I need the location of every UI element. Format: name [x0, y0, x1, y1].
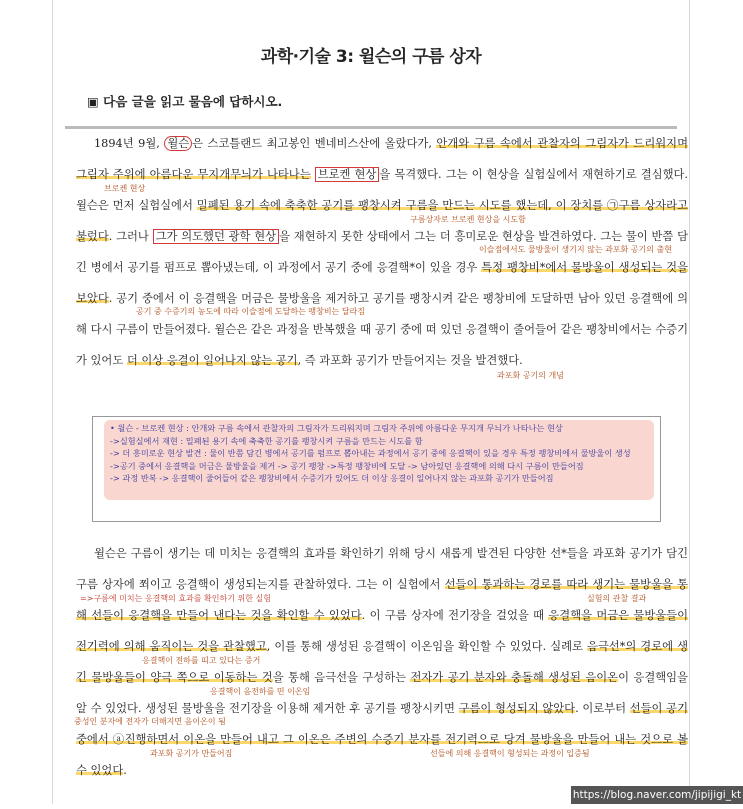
highlight: 더 이상 응결이 일어나지 않는 공기 — [126, 354, 298, 367]
annotation: 브로켄 현상 — [104, 184, 146, 193]
summary-line: ->공기 중에서 응결핵을 머금은 물방울을 제거 -> 공기 팽창 ->특정 팽창비에 도달 -> 남아있던 응결핵에 의해 다시 구름이 만들어짐 — [110, 460, 584, 471]
highlight: 안개와 구름 속에서 관찰자의 그림자가 드리워지며 그림자 주위에 아름다운 무지개무늬가 나타나는 — [76, 137, 688, 181]
annotation: =>구름에 미치는 응결핵의 효과를 확인하기 위한 실험 — [80, 594, 271, 603]
paragraph-2: 윌슨은 구름이 생기는 데 미치는 응결핵의 효과를 확인하기 위해 당시 새롭게 발견된 다양한 선*들을 과포화 공기가 담긴 구름 상자에 쬐이고 응결핵이 생성되는지를 관찰하였다. 그는 이 실험에서 선들이 통과하는 경로를 따라 생기는 물방울을 통해 선들이 응결핵을 만들어 낸다는 것을 확인할 수 있었다. 이 구름 상자에 전기장을 걸었을 때 응결핵을 머금은 물방울들이 전기력에 의해 움직이는 것을 관찰했고, 이를 통해 생성된 응결핵이 이온임을 확인할 수 있었다. 실례로 음극선*의 경로에 생긴 물방울들이 양극 쪽으로 이동하는 것을 통해 음극선을 구성하는 전자가 공기 분자와 충돌해 생성된 음이온이 응결핵임을 알 수 있었다. 생성된 물방울을 전기장을 이용해 제거한 후 공기를 팽창시키면 구름이 형성되지 않았다. 이로부터 선들이 공기 중에서 ⓐ진행하면서 이온을 만들어 내고 그 이온은 주변의 수증기 분자를 전기력으로 당겨 물방울을 만들어 내는 것으로 볼 수 있었다. — [76, 547, 689, 777]
summary-line: • 윌슨 - 브로켄 현상 : 안개와 구름 속에서 관찰자의 그림자가 드리워지며 그림자 주위에 아름다운 무지개 무늬가 나타나는 현상 — [110, 423, 563, 433]
highlight: 특정 팽창비*에서 물방울이 생성되는 것을 보았다 — [76, 261, 688, 305]
annotation: 구름상자로 브로켄 현상을 시도함 — [410, 215, 526, 224]
annotation: 응결핵이 음전하를 띤 이온임 — [210, 687, 311, 696]
annotation: 과포화 공기의 개념 — [497, 371, 564, 380]
annotation: 공기 중 수증기의 농도에 따라 이슬점에 도달하는 팽창비는 달라짐 — [136, 307, 365, 316]
intended-boxed: 그가 의도했던 광학 현상 — [153, 229, 279, 244]
highlight: 전자가 공기 분자와 충돌해 생성된 음이온 — [410, 671, 619, 684]
annotation: 선들에 의해 응결핵이 형성되는 과정이 입증됨 — [430, 749, 590, 758]
summary-line: -> 더 흥미로운 현상 발견 : 물이 반쯤 담긴 병에서 공기를 펌프로 뽑아내는 과정에서 공기 중에 응결핵이 있을 경우 특정 팽창비에서 물방울이 생성 — [110, 448, 631, 458]
annotation: 이슬점에서도 물방울이 생기지 않는 과포화 공기의 출현 — [479, 245, 672, 254]
highlight: 구름이 형성되지 않았다 — [458, 702, 576, 715]
highlight: 선들이 공기 중에서 ⓐ진행하면서 이온을 만들어 내고 그 이온은 주변의 수증기 분자를 전기력으로 당겨 물방울을 만들어 내는 것으로 볼 수 있었다 — [76, 702, 688, 777]
highlight: 밀폐된 용기 속에 축축한 공기를 팽창시켜 구름을 만드는 시도를 했는데, 이 장치를 ㉠구름 상자라고 불렀다 — [76, 199, 688, 243]
wilson-circled: 윌슨 — [164, 136, 192, 151]
annotation: 과포화 공기가 만들어짐 — [150, 749, 233, 758]
annotation: 응결핵이 전하를 띠고 있다는 증거 — [142, 656, 261, 665]
annotation: 실험의 관찰 결과 — [587, 594, 647, 603]
page-title: 과학·기술 3: 윌슨의 구름 상자 — [260, 47, 482, 67]
highlight: 응결핵을 머금은 물방울들이 전기력에 의해 움직이는 것을 관찰했고 — [76, 609, 688, 653]
annotation: 중성인 분자에 전자가 더해지면 음이온이 됨 — [74, 717, 226, 726]
summary-line: ->실험실에서 재현 : 밀폐된 용기 속에 축축한 공기를 팽창시켜 구름을 만드는 시도를 함 — [110, 435, 423, 446]
summary-note — [104, 420, 654, 500]
summary-line: -> 과정 반복 -> 응결핵이 줄어들어 같은 팽창비에서 수증기가 있어도 더 이상 응결이 일어나지 않는 과포화 공기가 만들어짐 — [110, 473, 554, 483]
instruction: ▣ 다음 글을 읽고 물음에 답하시오. — [87, 94, 283, 109]
source-url-watermark: https://blog.naver.com/jipijigi_kt — [571, 786, 743, 804]
highlight: 음극선*의 경로에 생긴 물방울들이 양극 쪽으로 이동하는 것 — [76, 640, 688, 684]
paragraph-1: 1894년 9월, 윌슨 은 스코틀랜드 최고봉인 벤네비스산에 올랐다가, 안개와 구름 속에서 관찰자의 그림자가 드리워지며 그림자 주위에 아름다운 무지개무늬가 나타나는 브로켄 현상 을 목격했다. 그는 이 현상을 실험실에서 재현하기로 결심했다. 윌슨은 먼저 실험실에서 밀폐된 용기 속에 축축한 공기를 팽창시켜 구름을 만드는 시도를 했는데, 이 장치를 ㉠구름 상자라고 불렀다. 그러나 그가 의도했던 광학 현상 을 재현하지 못한 상태에서 그는 더 흥미로운 현상을 발견하였다. 그는 물이 반쯤 담긴 병에서 공기를 펌프로 뽑아냈는데, 이 과정에서 공기 중에 응결핵*이 있을 경우 특정 팽창비*에서 물방울이 생성되는 것을 보았다. 공기 중에서 이 응결핵을 머금은 물방울을 제거하고 공기를 팽창시켜 같은 팽창비에 도달하면 남아 있던 응결핵에 의해 다시 구름이 만들어졌다. 윌슨은 같은 과정을 반복했을 때 공기 중에 떠 있던 응결핵이 줄어들어 같은 팽창비에서는 수증기가 있어도 더 이상 응결이 일어나지 않는 공기, 즉 과포화 공기가 만들어지는 것을 발견했다. — [76, 137, 688, 367]
brocken-boxed: 브로켄 현상 — [315, 167, 380, 182]
highlight: 선들이 통과하는 경로를 따라 생기는 물방울을 통해 선들이 응결핵을 만들어 낸다는 것을 확인할 수 있었다 — [76, 578, 689, 622]
